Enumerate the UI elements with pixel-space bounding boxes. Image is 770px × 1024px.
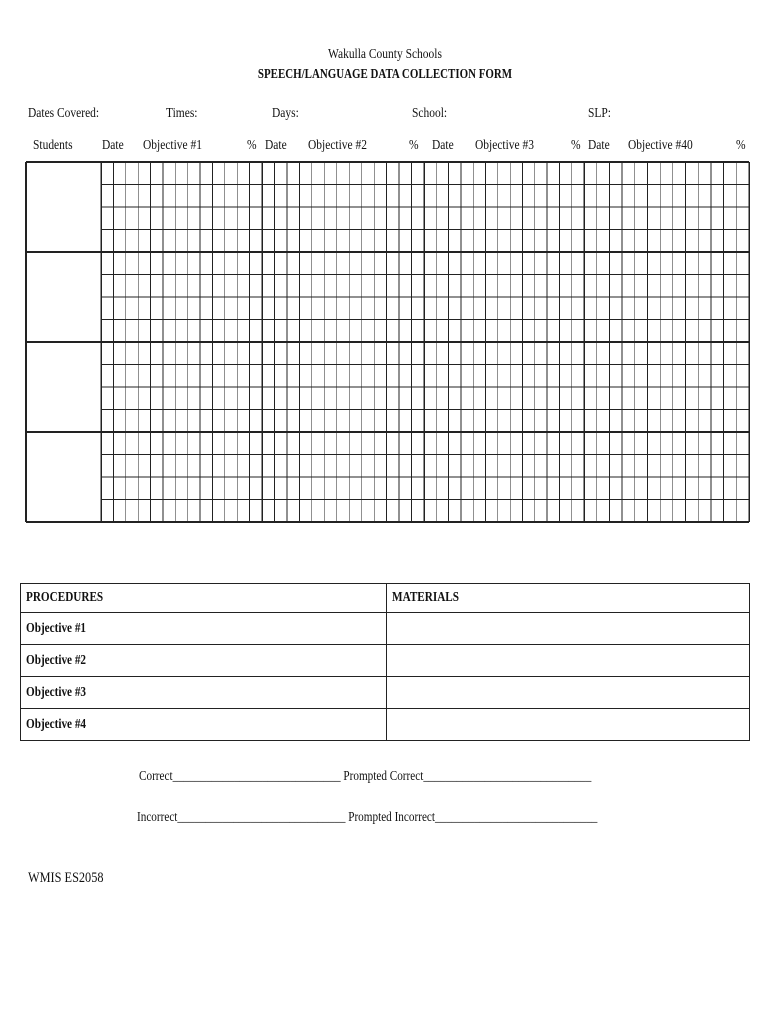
objective-2-label: Objective #2 bbox=[26, 652, 87, 668]
date-column-header: Date bbox=[265, 138, 287, 153]
materials-cell[interactable] bbox=[387, 677, 750, 709]
objective-1-label: Objective #1 bbox=[26, 620, 87, 636]
objective-2-column-header: Objective #2 bbox=[308, 138, 367, 153]
date-column-header: Date bbox=[102, 138, 124, 153]
correct-label: Correct bbox=[139, 769, 173, 784]
procedures-materials-table bbox=[20, 583, 750, 741]
percent-column-header: % bbox=[736, 138, 746, 153]
slp-label: SLP: bbox=[588, 106, 611, 121]
objective-4-label: Objective #4 bbox=[26, 716, 87, 732]
materials-cell[interactable] bbox=[387, 709, 750, 741]
prompted-incorrect-label: Prompted Incorrect bbox=[348, 810, 435, 825]
form-code: WMIS ES2058 bbox=[28, 870, 104, 886]
objective-1-column-header: Objective #1 bbox=[143, 138, 202, 153]
form-title: SPEECH/LANGUAGE DATA COLLECTION FORM bbox=[257, 67, 513, 82]
correct-tally-line[interactable]: Correct______________________________ Prompted Correct______________________________ bbox=[139, 769, 592, 784]
incorrect-tally-line[interactable]: Incorrect______________________________ Prompted Incorrect_____________________________ bbox=[137, 810, 598, 825]
days-label: Days: bbox=[272, 106, 299, 121]
objective-3-label: Objective #3 bbox=[26, 684, 87, 700]
dates-covered-label: Dates Covered: bbox=[28, 106, 100, 121]
percent-column-header: % bbox=[409, 138, 419, 153]
procedure-cell[interactable] bbox=[21, 677, 387, 709]
percent-column-header: % bbox=[247, 138, 257, 153]
procedure-cell[interactable] bbox=[21, 645, 387, 677]
materials-header: MATERIALS bbox=[392, 590, 460, 605]
objective-3-column-header: Objective #3 bbox=[475, 138, 534, 153]
school-label: School: bbox=[412, 106, 448, 121]
incorrect-label: Incorrect bbox=[137, 810, 178, 825]
date-column-header: Date bbox=[588, 138, 610, 153]
students-column-header: Students bbox=[33, 138, 73, 153]
procedure-cell[interactable] bbox=[21, 709, 387, 741]
objective-40-column-header: Objective #40 bbox=[628, 138, 693, 153]
materials-cell[interactable] bbox=[387, 613, 750, 645]
procedure-cell[interactable] bbox=[21, 613, 387, 645]
times-label: Times: bbox=[166, 106, 198, 121]
prompted-correct-label: Prompted Correct bbox=[343, 769, 424, 784]
procedures-header: PROCEDURES bbox=[26, 590, 104, 605]
date-column-header: Date bbox=[432, 138, 454, 153]
percent-column-header: % bbox=[571, 138, 581, 153]
materials-cell[interactable] bbox=[387, 645, 750, 677]
organization-name: Wakulla County Schools bbox=[328, 47, 442, 62]
